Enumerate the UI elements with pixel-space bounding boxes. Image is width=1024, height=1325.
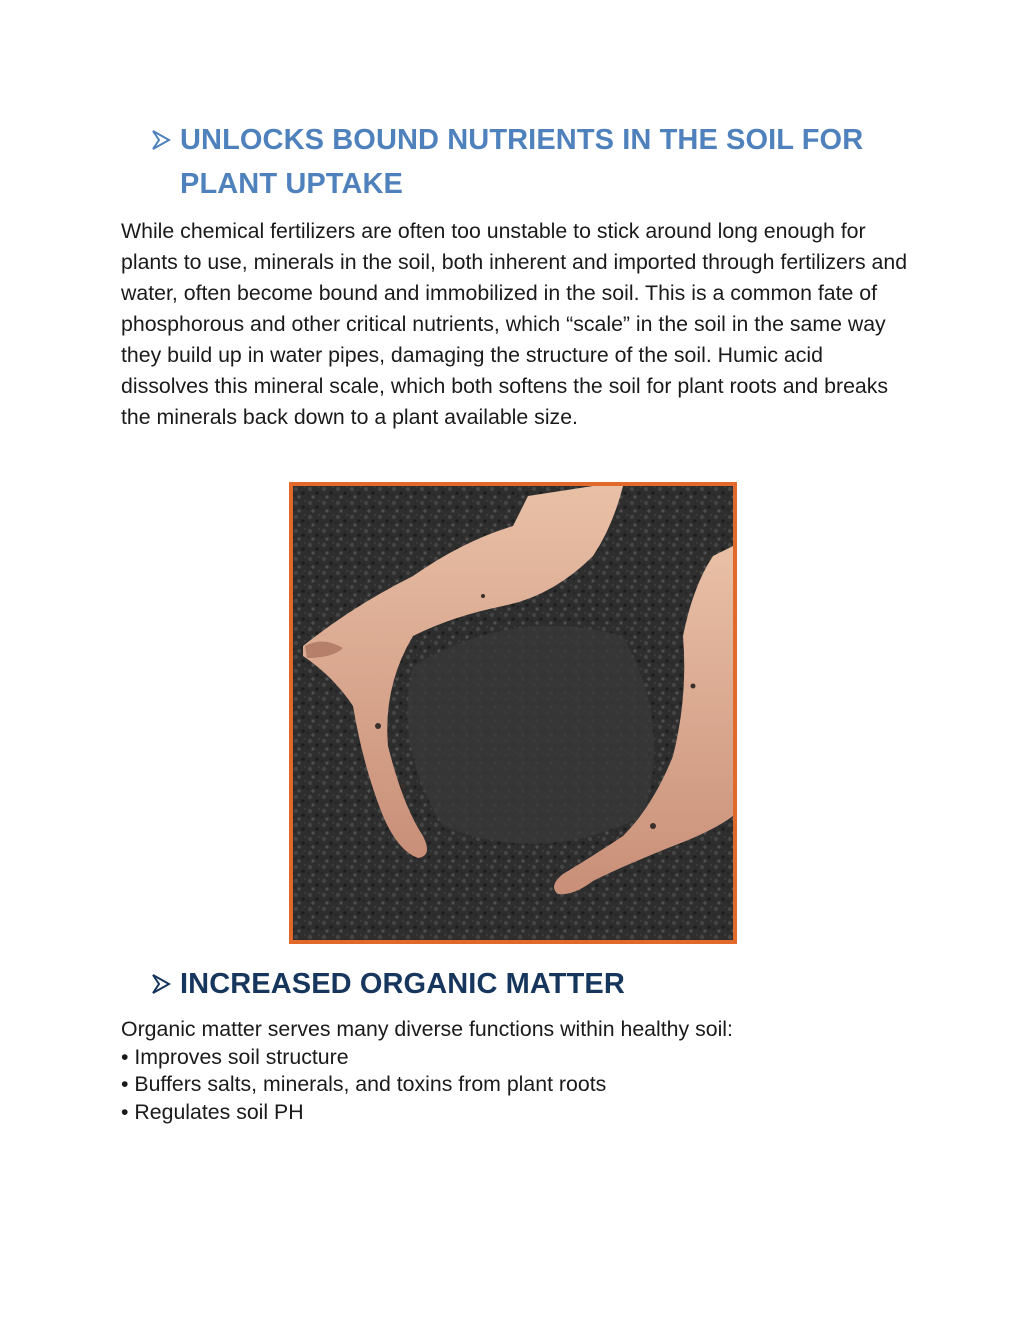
list-item: • Regulates soil PH <box>121 1099 304 1124</box>
section-1-heading <box>150 118 890 206</box>
list-item: • Buffers salts, minerals, and toxins from plant roots <box>121 1072 607 1096</box>
section-2-heading-text: INCREASED ORGANIC MATTER <box>180 968 625 1000</box>
section-1-heading-text: UNLOCKS BOUND NUTRIENTS IN THE SOIL FOR PLANT UPTAKE <box>180 124 864 200</box>
section-2-intro: Organic matter serves many diverse functions within healthy soil: <box>121 1017 733 1041</box>
arrowhead-bullet-icon <box>150 118 180 162</box>
list-item: • Improves soil structure <box>121 1044 349 1069</box>
soil-in-hands-photo <box>289 482 737 944</box>
section-2-body <box>121 1016 911 1126</box>
section-2-heading <box>150 962 850 1006</box>
section-1-paragraph: While chemical fertilizers are often too unstable to stick around long enough for plants to use, minerals in the soil, both inherent and imported through fertilizers and water, often become bound and immobilized in the soil. This is a common fate of phosphorous and other critical nutrients, which “scale” in the soil in the same way they build up in water pipes, damaging the structure of the soil. Humic acid dissolves this mineral scale, which both softens the soil for plant roots and breaks the minerals back down to a plant available size. <box>121 219 908 429</box>
arrowhead-bullet-icon <box>150 962 180 1006</box>
